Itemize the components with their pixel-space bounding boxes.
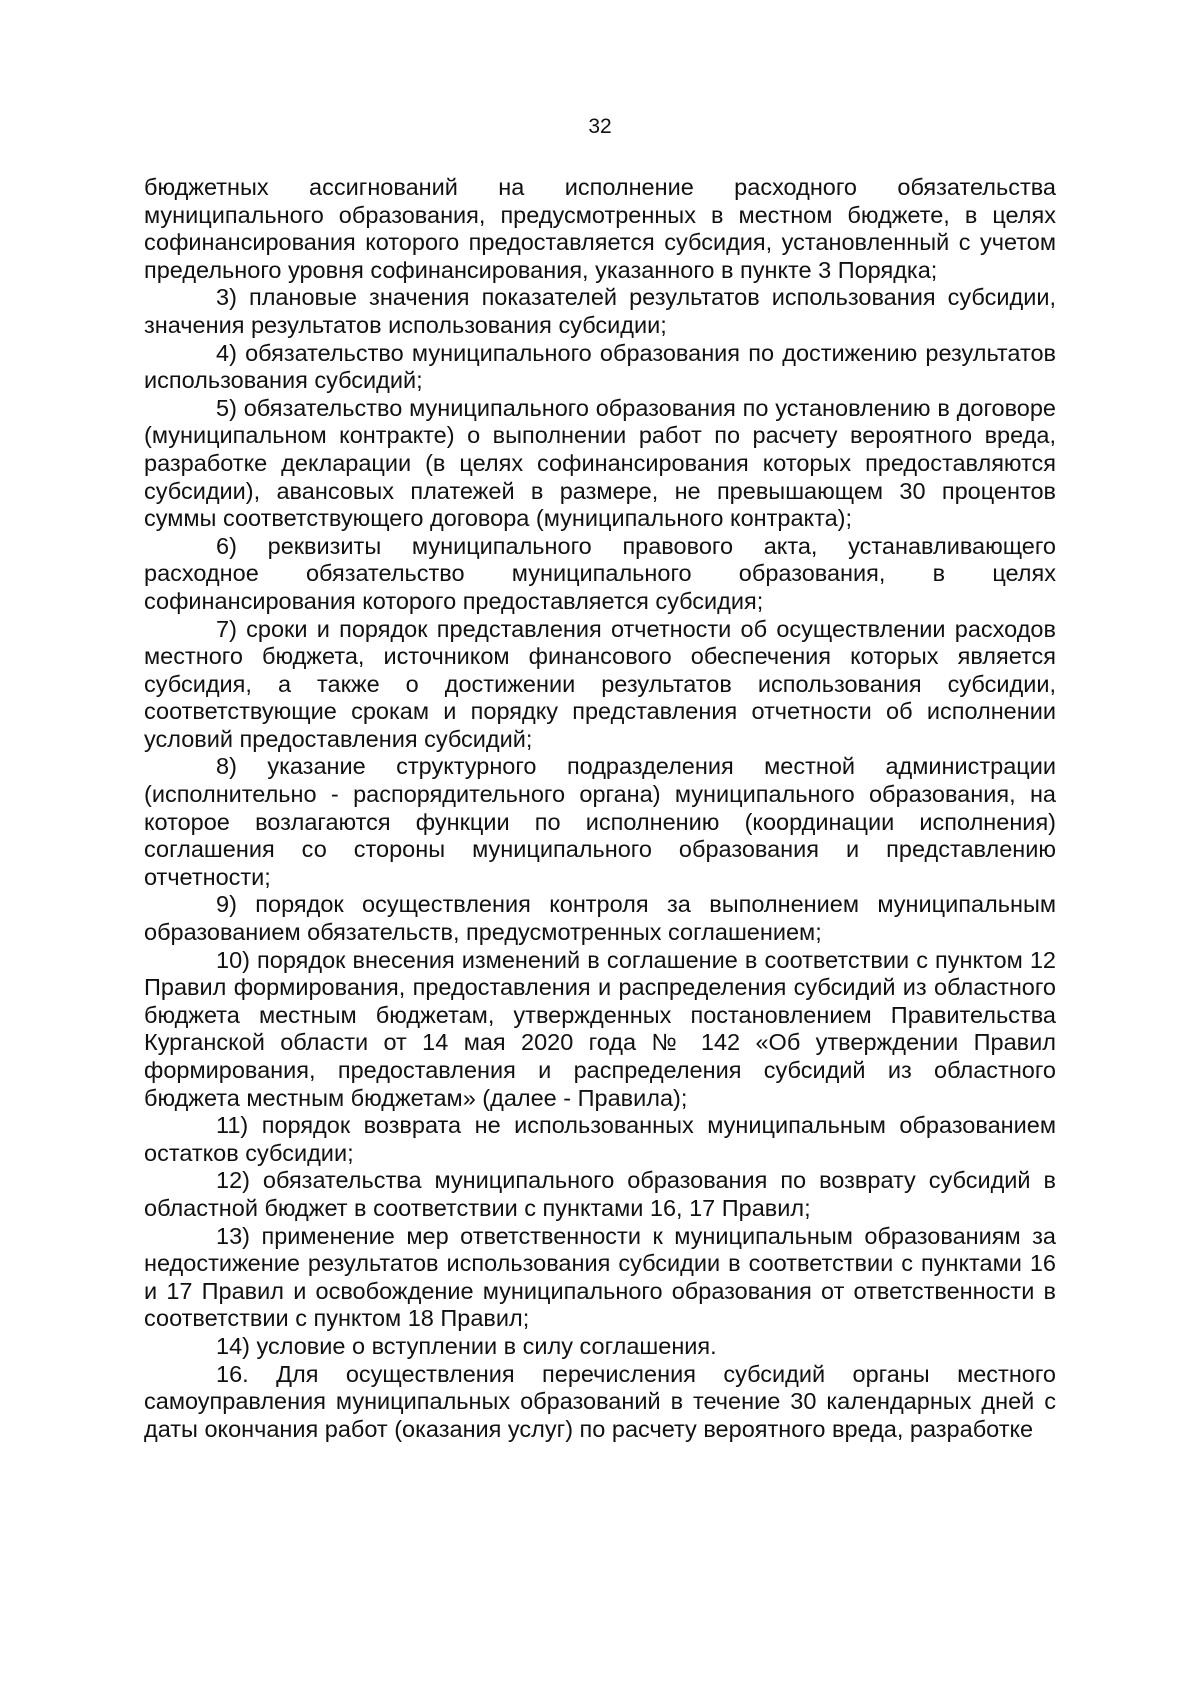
page-number: 32	[588, 115, 612, 138]
paragraph-item-9: 9) порядок осуществления контроля за выполнением муниципальным образованием обязательств, предусмотренных соглашением;	[144, 891, 1056, 946]
paragraph-item-4: 4) обязательство муниципального образования по достижению результатов использования субсидий;	[144, 339, 1056, 394]
paragraph-item-8: 8) указание структурного подразделения местной администрации (исполнительно - распорядительного органа) муниципального образования, на которое возлагаются функции по исполнению (координации исполнения) соглашения со стороны муниципального образования и представлению отчетности;	[144, 753, 1056, 890]
paragraph-item-14: 14) условие о вступлении в силу соглашения.	[216, 1332, 717, 1359]
paragraph-item-10: 10) порядок внесения изменений в соглашение в соответствии с пунктом 12 Правил формирования, предоставления и распределения субсидий из областного бюджета местным бюджетам, утвержденных постановлением Правительства Курганской области от 14 мая 2020 года № 142 «Об утверждении Правил формирования, предоставления и распределения субсидий из областного бюджета местным бюджетам» (далее - Правила);	[144, 946, 1056, 1111]
document-body	[144, 174, 1056, 1443]
paragraph-item-11: 11) порядок возврата не использованных муниципальным образованием остатков субсидии;	[144, 1112, 1056, 1166]
paragraph-item-12: 12) обязательства муниципального образования по возврату субсидий в областной бюджет в соответствии с пунктами 16, 17 Правил;	[144, 1167, 1056, 1221]
paragraph-item-3: 3) плановые значения показателей результатов использования субсидии, значения результатов использования субсидии;	[144, 284, 1056, 338]
paragraph-item-6: 6) реквизиты муниципального правового акта, устанавливающего расходное обязательство муниципального образования, в целях софинансирования которого предоставляется субсидия;	[144, 532, 1056, 614]
paragraph-section-16: 16. Для осуществления перечисления субсидий органы местного самоуправления муниципальных образований в течение 30 календарных дней с даты окончания работ (оказания услуг) по расчету вероятного вреда, разработке	[144, 1360, 1056, 1442]
paragraph-item-5: 5) обязательство муниципального образования по установлению в договоре (муниципальном контракте) о выполнении работ по расчету вероятного вреда, разработке декларации (в целях софинансирования которых предоставляются субсидии), авансовых платежей в размере, не превышающем 30 процентов суммы соответствующего договора (муниципального контракта);	[144, 394, 1056, 532]
paragraph-continuation: бюджетных ассигнований на исполнение расходного обязательства муниципального образования, предусмотренных в местном бюджете, в целях софинансирования которого предоставляется субсидия, установленный с учетом предельного уровня софинансирования, указанного в пункте 3 Порядка;	[144, 174, 1056, 283]
paragraph-item-7: 7) сроки и порядок представления отчетности об осуществлении расходов местного бюджета, источником финансового обеспечения которых является субсидия, а также о достижении результатов использования субсидии, соответствующие срокам и порядку представления отчетности об исполнении условий предоставления субсидий;	[144, 615, 1056, 752]
paragraph-item-13: 13) применение мер ответственности к муниципальным образованиям за недостижение результатов использования субсидии в соответствии с пунктами 16 и 17 Правил и освобождение муниципального образования от ответственности в соответствии с пунктом 18 Правил;	[144, 1222, 1056, 1332]
